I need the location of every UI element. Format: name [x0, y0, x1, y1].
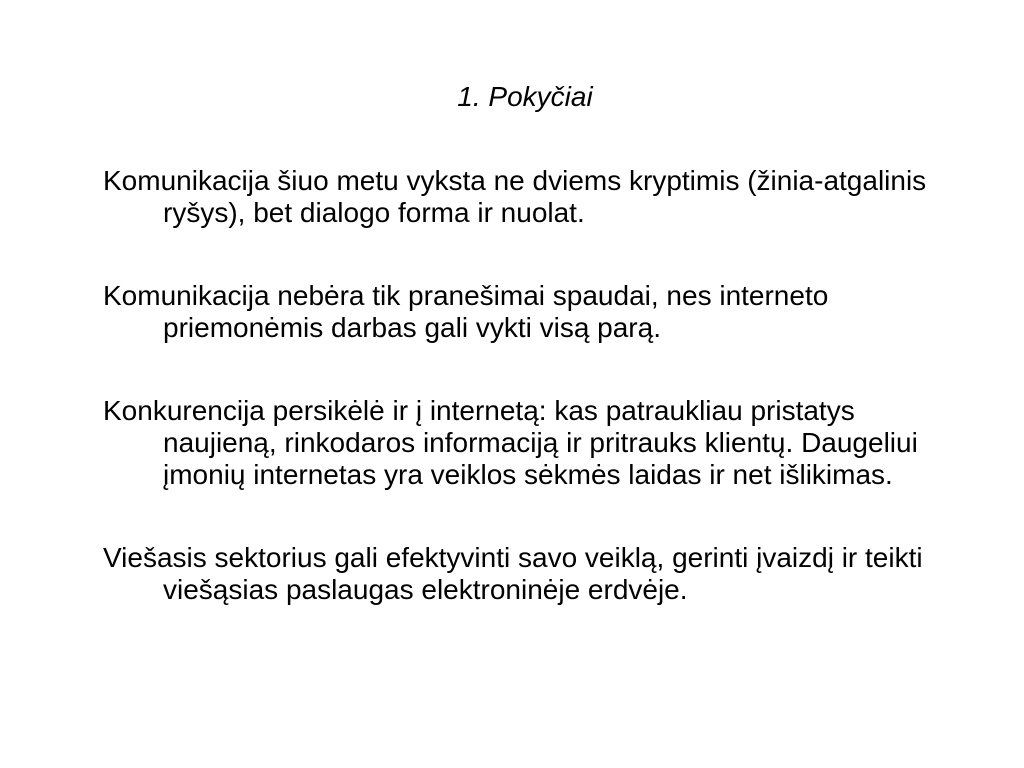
- paragraph-public-sector: Viešasis sektorius gali efektyvinti savo veiklą, gerinti įvaizdį ir teikti viešąsias paslaugas elektroninėje erdvėje.: [103, 542, 923, 605]
- slide-body: [103, 165, 943, 657]
- paragraph-communication-online: Komunikacija nebėra tik pranešimai spaudai, nes interneto priemonėmis darbas gali vykti visą parą.: [103, 280, 829, 343]
- paragraph-competition: Konkurencija persikėlė ir į internetą: kas patraukliau pristatys naujieną, rinkodaros informaciją ir pritrauks klientų. Daugeliui įmonių internetas yra veiklos sėkmės laidas ir net išlikimas.: [103, 395, 918, 490]
- slide-title: 1. Pokyčiai: [457, 81, 593, 112]
- paragraph-communication-dialogue: Komunikacija šiuo metu vyksta ne dviems kryptimis (žinia-atgalinis ryšys), bet dialogo forma ir nuolat.: [103, 165, 927, 228]
